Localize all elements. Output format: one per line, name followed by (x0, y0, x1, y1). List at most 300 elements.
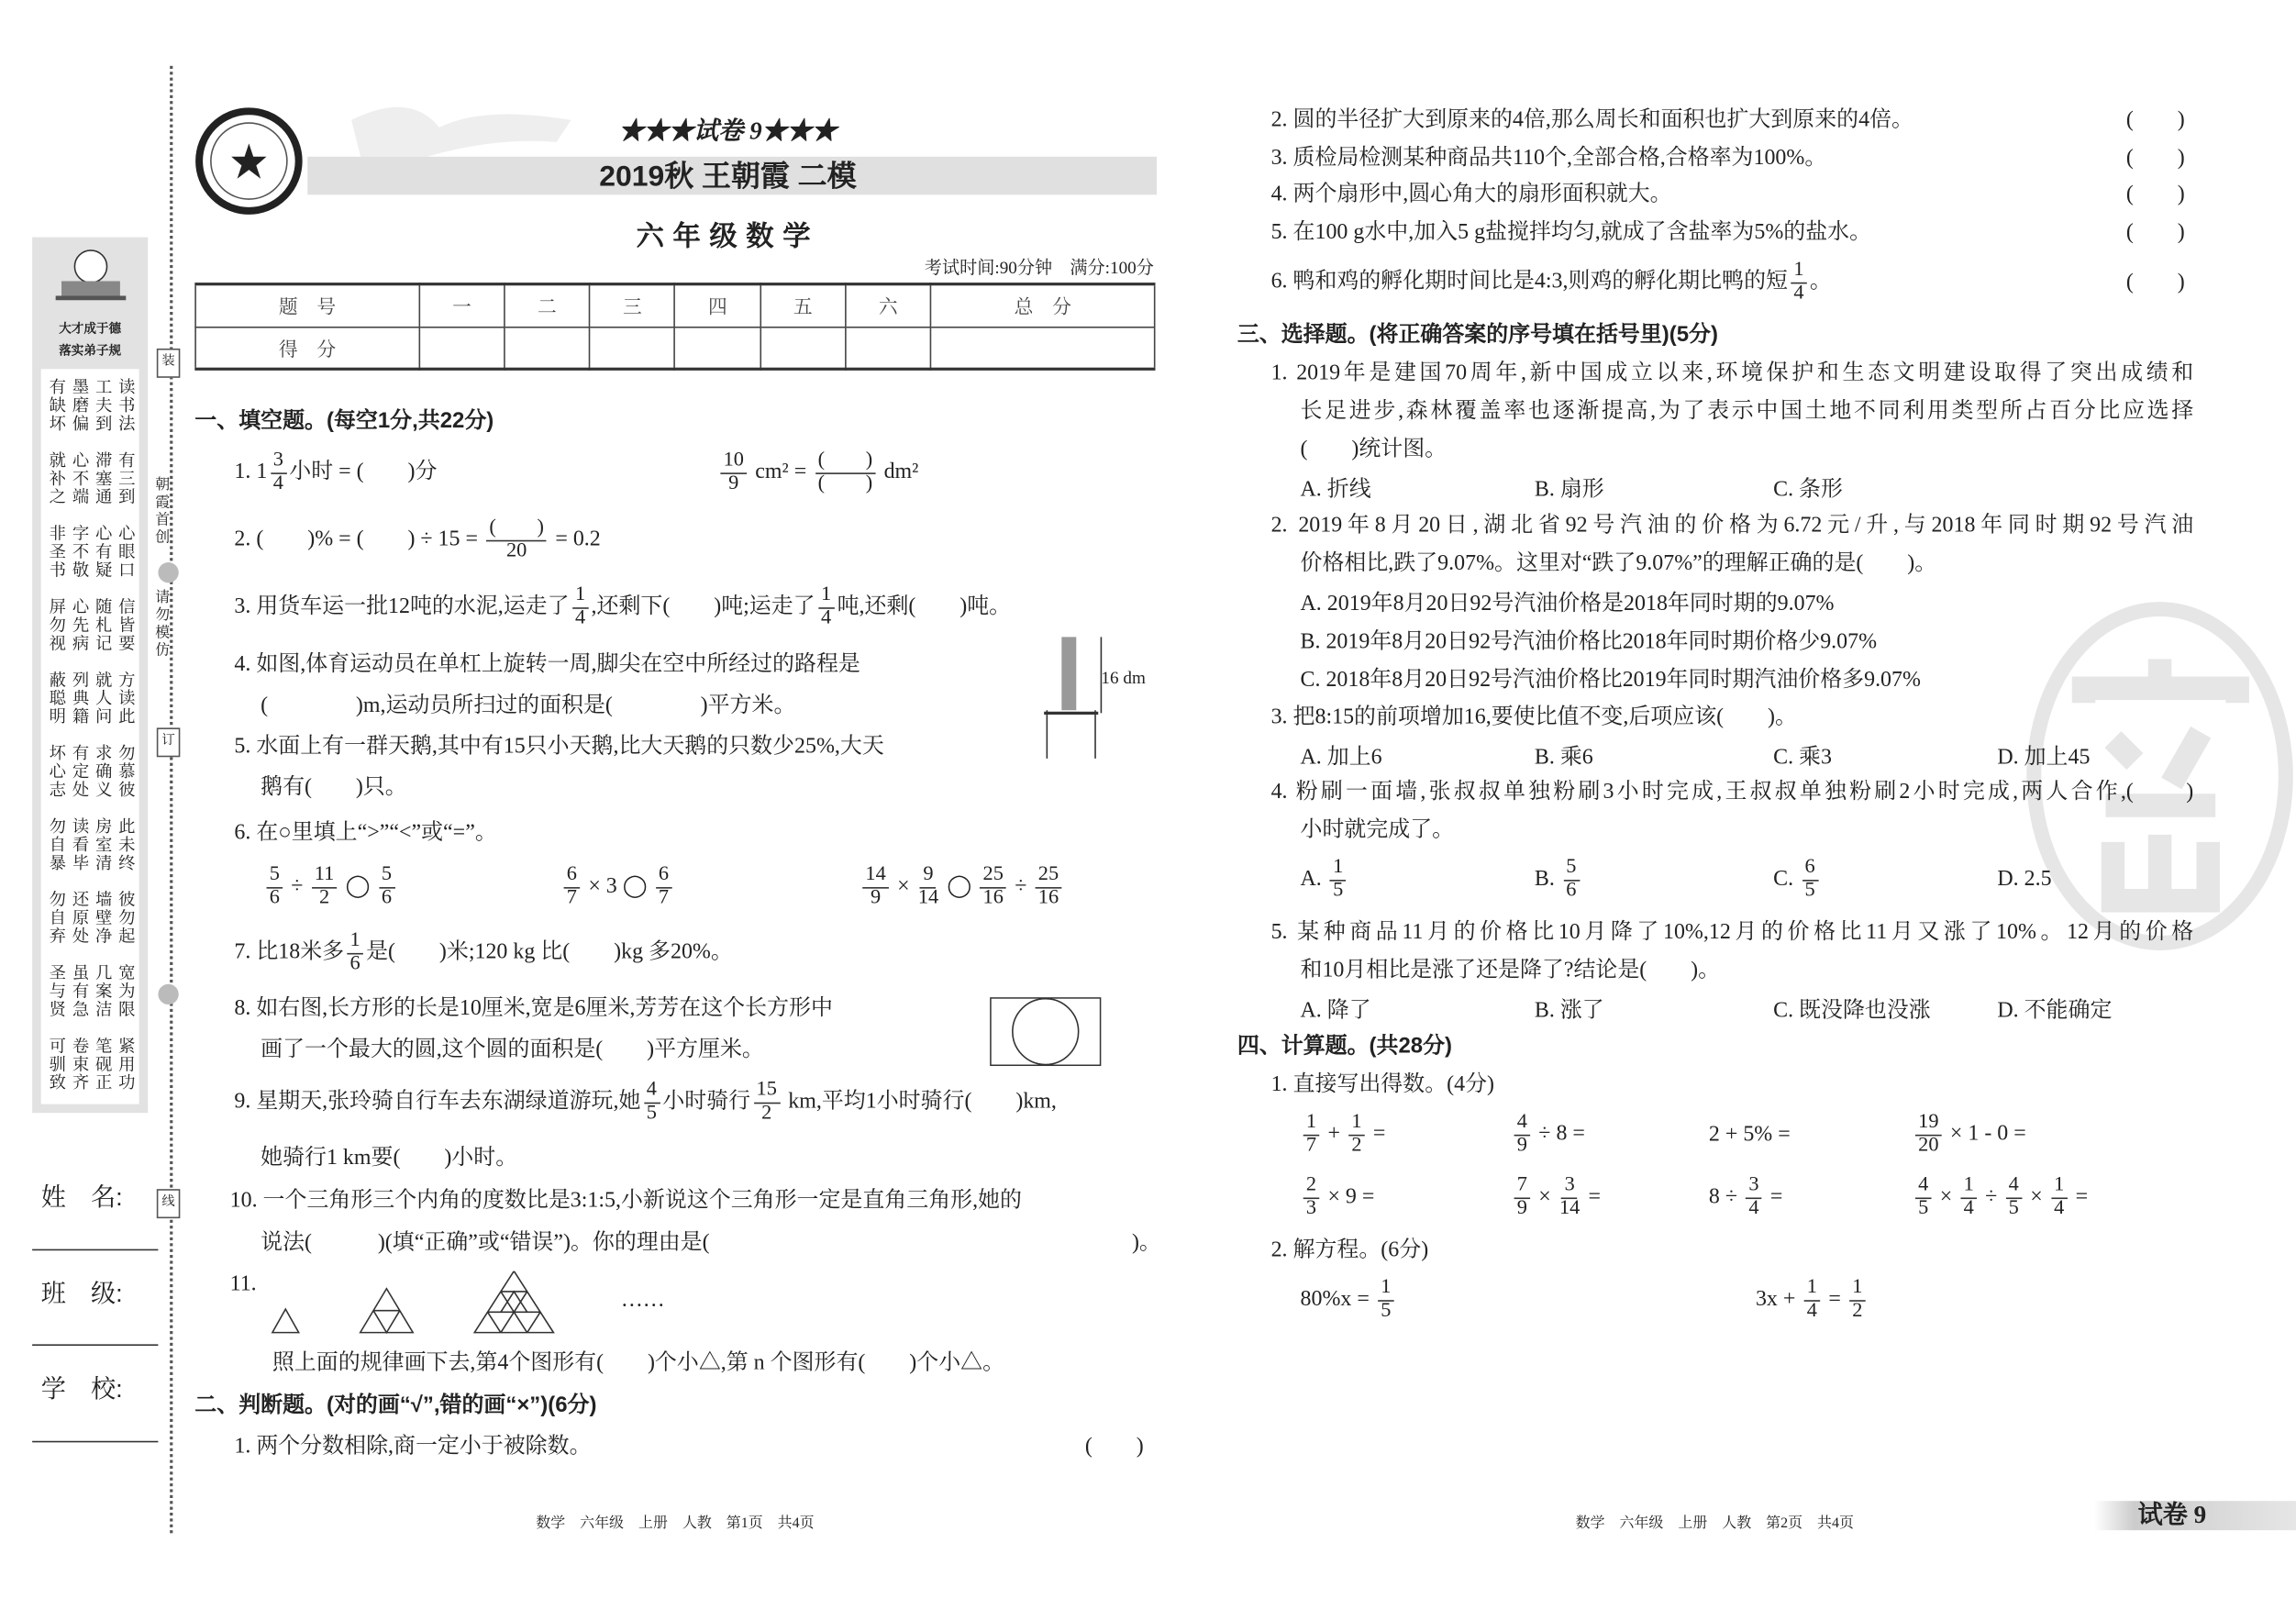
poem-column: 心不端 (70, 450, 88, 506)
numerator: ( ) (815, 450, 875, 473)
equation (1301, 1278, 1397, 1322)
text-run: = (1823, 1287, 1847, 1312)
numerator: 4 (644, 1081, 660, 1104)
denominator: 4 (2054, 1196, 2065, 1219)
text-run: km,平均1小时骑行( )km, (782, 1090, 1057, 1114)
fraction (1514, 1173, 1531, 1220)
fraction (486, 518, 547, 562)
numerator: 10 (720, 450, 747, 473)
denominator: 6 (349, 952, 360, 975)
denominator: 9 (871, 886, 882, 909)
motto-line: 大才成于德 (59, 320, 122, 336)
fraction (1514, 1113, 1531, 1157)
choice-5: 5. 某种商品11月的价格比10月降了10%,12月的价格比11月又涨了10%。12月的价格 (1270, 921, 2194, 945)
text-run: C. (1773, 867, 1800, 892)
binding-mark: 线 (157, 1189, 181, 1218)
school-field[interactable] (32, 1441, 158, 1443)
paper-badge: 试卷 9 (2137, 1500, 2207, 1529)
option-a[interactable]: A. 降了 (1300, 999, 1371, 1024)
calc-expression (1709, 1122, 1791, 1149)
name-field[interactable] (32, 1249, 158, 1251)
denominator: 6 (1566, 879, 1577, 902)
denominator: 5 (646, 1102, 657, 1125)
poem-stanza (41, 955, 139, 1028)
numerator: 5 (379, 865, 395, 888)
poem-column: 方读此 (116, 671, 135, 726)
text-run: = (1367, 1122, 1386, 1147)
poem-column: 读看毕 (70, 816, 88, 872)
numerator: 1 (1330, 858, 1347, 881)
score-header: 六 (846, 284, 931, 327)
binding-mark: 订 (157, 727, 181, 757)
triangle-pattern-figure (268, 1271, 560, 1337)
question-8: 8. 如右图,长方形的长是10厘米,宽是6厘米,芳芳在这个长方形中 (234, 997, 833, 1021)
poem-column: 笔砚正 (93, 1037, 112, 1093)
poem-column: 勿自暴 (47, 816, 65, 872)
answer-paren[interactable]: ( ) (2125, 146, 2185, 171)
answer-paren[interactable]: ( ) (2125, 221, 2185, 245)
numerator: 5 (267, 865, 283, 888)
fraction (2005, 1173, 2022, 1220)
text-run: 小时骑行 (662, 1090, 751, 1114)
question-9-cont: 她骑行1 km要( )小时。 (261, 1146, 518, 1171)
confidential-watermark (2025, 600, 2296, 951)
fraction (1746, 1173, 1762, 1220)
text-run: A. (1300, 867, 1327, 892)
text-run: × (2024, 1185, 2048, 1209)
choice-1: 1. 2019年是建国70周年,新中国成立以来,环境保护和生态文明建设取得了突出成绩和 (1270, 361, 2194, 385)
fraction (1330, 858, 1347, 902)
compare-expression (263, 865, 397, 909)
option-b[interactable]: B. 2019年8月20日92号汽油价格比2018年同时期价格少9.07% (1300, 630, 1878, 654)
text-run: × (1533, 1185, 1557, 1209)
class-label: 班 级: (40, 1280, 123, 1308)
paper-title: 2019秋 王朝霞 二模 (599, 161, 857, 194)
denominator: 7 (566, 886, 577, 909)
question-2 (234, 518, 600, 562)
binding-mark: 装 (157, 349, 181, 378)
option-d[interactable] (1997, 868, 2051, 893)
text-run: 2 + 5% = (1708, 1123, 1791, 1147)
fraction (1303, 1113, 1320, 1157)
fraction (720, 450, 747, 494)
text-run: B. (1534, 867, 1560, 892)
motto-line: 落实弟子规 (59, 342, 122, 358)
numerator: 1 (572, 585, 589, 608)
score-cell[interactable] (846, 327, 931, 369)
poem-column: 可驯致 (47, 1037, 65, 1093)
note-original: 朝霞首创 (155, 477, 171, 547)
denominator: 5 (2008, 1196, 2019, 1219)
text-run: 3. 用货车运一批12吨的水泥,运走了 (234, 594, 570, 619)
text-run: 1. 1 (234, 460, 268, 484)
poem-column: 紧用功 (116, 1037, 135, 1093)
calc-2-heading: 2. 解方程。(6分) (1270, 1238, 1429, 1263)
judge-6 (1271, 261, 1832, 305)
rectangle-circle-figure (990, 997, 1101, 1066)
text-run: 吨,还剩( )吨。 (837, 594, 1012, 619)
score-cell[interactable] (760, 327, 846, 369)
option-c[interactable]: C. 既没降也没涨 (1773, 999, 1931, 1024)
text-run: 9. 星期天,张玲骑自行车去东湖绿道游玩,她 (234, 1090, 641, 1114)
denominator: 14 (1559, 1196, 1581, 1219)
text-run: ◯ (941, 874, 978, 899)
question-1 (234, 450, 437, 494)
text-run: 2. ( )% = ( ) ÷ 15 = (234, 527, 484, 551)
poem-column: 随札记 (93, 597, 112, 653)
fraction (1559, 1173, 1581, 1220)
numerator: 4 (2005, 1176, 2022, 1199)
binding-dotted-line (170, 66, 172, 1533)
option-b[interactable] (1535, 858, 1582, 902)
text-run: ÷ 8 = (1533, 1122, 1585, 1147)
fraction (656, 865, 672, 909)
poem-column: 字不敬 (70, 524, 88, 580)
numerator: 14 (862, 865, 889, 888)
question-10: 10. 一个三角形三个内角的度数比是3:1:5,小新说这个三角形一定是直角三角形,她的 (229, 1189, 1022, 1213)
poem-stanza (41, 369, 139, 442)
choice-1-cont: 长足进步,森林覆盖率也逐渐提高,为了表示中国土地不同利用类型所占百分比应选择 (1300, 399, 2194, 424)
choice-5-cont: 和10月相比是涨了还是降了?结论是( )。 (1300, 959, 1721, 983)
fraction (347, 931, 363, 975)
numerator: 1 (818, 585, 835, 608)
page-footer: 数学 六年级 上册 人教 第1页 共4页 (536, 1515, 815, 1532)
text-run: 小时 = ( )分 (289, 460, 438, 484)
option-b[interactable]: B. 乘6 (1534, 746, 1593, 770)
poem-column: 列典籍 (70, 671, 88, 726)
poem-column: 宽为限 (116, 963, 135, 1019)
numerator: 1 (1303, 1113, 1320, 1136)
poem-stanza (41, 589, 139, 662)
question-6: 6. 在○里填上“>”“<”或“=”。 (234, 821, 497, 846)
poem-column: 勿慕彼 (116, 743, 135, 799)
choice-4: 4. 粉刷一面墙,张叔叔单独粉刷3小时完成,王叔叔单独粉刷2小时完成,两人合作,( ) (1270, 780, 2194, 805)
score-header: 一 (419, 284, 505, 327)
score-table (194, 283, 1155, 371)
numerator: 2 (1303, 1176, 1320, 1199)
text-run: 是( )米;120 kg 比( )kg 多20%。 (366, 940, 733, 965)
section-1-heading: 一、填空题。(每空1分,共22分) (194, 408, 494, 434)
numerator: 7 (1514, 1176, 1531, 1199)
denominator: 4 (1806, 1299, 1817, 1322)
text-run: 80%x = (1300, 1287, 1375, 1312)
option-c[interactable]: C. 2018年8月20日92号汽油价格比2019年同时期汽油价格多9.07% (1300, 668, 1921, 693)
poem-column: 就补之 (47, 450, 65, 506)
fraction (2051, 1173, 2068, 1220)
option-b[interactable]: B. 涨了 (1534, 999, 1604, 1024)
question-1-part-2 (717, 450, 918, 494)
numerator: 11 (312, 865, 338, 888)
denominator: 7 (1305, 1134, 1317, 1157)
poem-column: 还原处 (70, 890, 88, 946)
text-run: 。 (1809, 270, 1832, 294)
question-8-cont: 画了一个最大的圆,这个圆的面积是( )平方厘米。 (261, 1038, 764, 1062)
school-label: 学 校: (40, 1374, 123, 1404)
denominator: 6 (381, 886, 393, 909)
page-footer: 数学 六年级 上册 人教 第2页 共4页 (1575, 1515, 1854, 1532)
sidebar-motto-panel (32, 238, 148, 1114)
poem-column: 虽有急 (70, 963, 88, 1019)
fraction (312, 865, 338, 909)
subject-title: 六年级数学 (636, 222, 820, 253)
fraction (980, 865, 1006, 909)
numerator: 1 (1348, 1113, 1365, 1136)
numerator: 1 (1960, 1176, 1977, 1199)
denominator: 16 (982, 886, 1004, 909)
section-3-heading: 三、选择题。(将正确答案的序号填在括号里)(5分) (1237, 322, 1718, 348)
denominator: 2 (1852, 1299, 1863, 1322)
numerator: 25 (1036, 865, 1062, 888)
score-header: 四 (675, 284, 760, 327)
text-run: D. 2.5 (1997, 867, 2052, 892)
poem-column: 心眼口 (116, 524, 135, 580)
text-run: = 0.2 (549, 527, 601, 551)
score-header: 题 号 (195, 284, 419, 327)
fraction (1348, 1113, 1365, 1157)
option-d[interactable]: D. 不能确定 (1997, 999, 2113, 1024)
question-11: 11. (229, 1272, 257, 1296)
fraction (1915, 1113, 1942, 1157)
exam-info: 考试时间:90分钟 满分:100分 (924, 257, 1154, 278)
poem-column: 有定处 (70, 743, 88, 799)
question-5: 5. 水面上有一群天鹅,其中有15只小天鹅,比大天鹅的只数少25%,大天 (234, 735, 884, 759)
answer-paren[interactable]: ( ) (2125, 271, 2185, 294)
compare-expression (560, 865, 674, 909)
text-run: ÷ (1980, 1185, 2003, 1209)
answer-paren[interactable]: ( ) (1084, 1435, 1144, 1459)
denominator: 9 (1516, 1134, 1527, 1157)
poem-column: 卷束齐 (70, 1037, 88, 1093)
judge-3: 3. 质检局检测某种商品共110个,全部合格,合格率为100%。 (1270, 146, 1827, 171)
fraction (1563, 858, 1580, 902)
fraction (818, 585, 835, 629)
poem-column: 非圣书 (47, 524, 65, 580)
text-run: × 1 - 0 = (1944, 1122, 2026, 1147)
poem-column: 坏心志 (47, 743, 65, 799)
fraction (753, 1081, 780, 1125)
poem-column: 彼勿起 (116, 890, 135, 946)
poem-column: 墙壁净 (93, 890, 112, 946)
judge-2: 2. 圆的半径扩大到原来的4倍,那么周长和面积也扩大到原来的4倍。 (1270, 108, 1913, 132)
calc-expression (1301, 1113, 1386, 1157)
fraction (644, 1081, 660, 1125)
numerator: 5 (1563, 858, 1580, 881)
fraction (1378, 1278, 1394, 1322)
calc-expression (1913, 1113, 2026, 1157)
text-run: 6. 鸭和鸡的孵化期时间比是4:3,则鸡的孵化期比鸭的短 (1270, 270, 1788, 294)
question-10-cont: 说法( )(填“正确”或“错误”)。你的理由是( (261, 1231, 710, 1256)
numerator: 1 (1849, 1278, 1866, 1301)
score-row-label: 得 分 (195, 327, 419, 369)
choice-2: 2. 2019年8月20日,湖北省92号汽油的价格为6.72元/升,与2018年同时期92号汽油 (1270, 514, 2194, 538)
numerator: 6 (564, 865, 581, 888)
text-run: + (1322, 1122, 1346, 1147)
paper-series: ★★★试卷 9★★★ (618, 117, 837, 145)
denominator: 4 (272, 472, 283, 494)
denominator: 2 (1351, 1134, 1362, 1157)
numerator: 3 (1746, 1176, 1762, 1199)
denominator: ( ) (817, 472, 873, 494)
numerator: 6 (656, 865, 672, 888)
calc-expression (1913, 1173, 2089, 1220)
answer-paren[interactable]: ( ) (2125, 183, 2185, 207)
judge-1: 1. 两个分数相除,商一定小于被除数。 (234, 1435, 592, 1459)
denominator: 9 (1516, 1196, 1527, 1219)
fraction (1804, 1278, 1821, 1322)
denominator: 20 (1918, 1134, 1939, 1157)
question-4-cont: ( )m,运动员所扫过的面积是( )平方米。 (261, 694, 796, 718)
numerator: 3 (1561, 1176, 1578, 1199)
fraction (1303, 1173, 1320, 1220)
option-a[interactable]: A. 2019年8月20日92号汽油价格是2018年同时期的9.07% (1300, 592, 1835, 616)
numerator: 4 (1915, 1176, 1932, 1199)
smiley-icon (158, 562, 178, 583)
poem-column: 几案洁 (93, 963, 112, 1019)
text-run: ◯ (339, 874, 376, 899)
choice-1-cont: ( )统计图。 (1300, 438, 1447, 461)
name-label: 姓 名: (40, 1182, 123, 1212)
option-c[interactable]: C. 乘3 (1773, 746, 1832, 770)
poem-stanza (41, 735, 139, 808)
numerator: 1 (1378, 1278, 1394, 1301)
denominator: 16 (1037, 886, 1059, 909)
poem-column: 墨磨偏 (70, 377, 88, 433)
score-cell[interactable] (505, 327, 590, 369)
denominator: 5 (1381, 1299, 1392, 1322)
fraction (918, 865, 938, 909)
denominator: 4 (1748, 1196, 1759, 1219)
figure-label: 16 dm (1101, 667, 1146, 688)
fraction (572, 585, 589, 629)
section-4-heading: 四、计算题。(共28分) (1237, 1033, 1453, 1060)
fraction (862, 865, 889, 909)
poem-column: 圣与贤 (47, 963, 65, 1019)
answer-paren[interactable]: ( ) (2125, 108, 2185, 132)
score-cell[interactable] (931, 327, 1155, 369)
text-run: ,还剩下( )吨;运走了 (591, 594, 815, 619)
fraction (271, 450, 287, 494)
choice-2-cont: 价格相比,跌了9.07%。这里对“跌了9.07%”的理解正确的是( )。 (1300, 551, 1937, 576)
equation (1756, 1278, 1869, 1322)
section-2-heading: 二、判断题。(对的画“√”,错的画“×”)(6分) (194, 1393, 597, 1418)
poem-stanza (41, 516, 139, 589)
poem-stanza (41, 882, 139, 955)
score-cell[interactable] (675, 327, 760, 369)
poem-column: 求确义 (93, 743, 112, 799)
question-4: 4. 如图,体育运动员在单杠上旋转一周,脚尖在空中所经过的路程是 (234, 652, 860, 677)
option-a[interactable] (1301, 858, 1349, 902)
text-run: ÷ (285, 874, 309, 899)
option-c[interactable]: C. 条形 (1773, 478, 1843, 502)
fraction (1915, 1173, 1932, 1220)
denominator: 4 (1793, 282, 1804, 305)
dizigui-poem (41, 369, 139, 1104)
poem-column: 屏勿视 (47, 597, 65, 653)
denominator: 5 (1918, 1196, 1929, 1219)
ellipsis: …… (620, 1288, 665, 1313)
poem-column: 有三到 (116, 450, 135, 506)
poem-column: 蔽聪明 (47, 671, 65, 726)
fraction (379, 865, 395, 909)
fraction (1791, 261, 1807, 305)
fraction (1802, 858, 1818, 902)
text-run: × 9 = (1322, 1185, 1375, 1209)
numerator: 1 (1804, 1278, 1821, 1301)
option-a[interactable]: A. 加上6 (1300, 746, 1382, 770)
compare-expression (860, 865, 1064, 909)
denominator: 20 (505, 539, 527, 562)
numerator: 1 (1791, 261, 1807, 283)
poem-column: 滞塞通 (93, 450, 112, 506)
denominator: 4 (574, 606, 586, 629)
poem-column: 读书法 (116, 377, 135, 433)
judge-4: 4. 两个扇形中,圆心角大的扇形面积就大。 (1270, 183, 1672, 207)
calc-expression (1301, 1173, 1375, 1220)
numerator: 3 (271, 450, 287, 473)
question-3 (234, 585, 1011, 629)
numerator: ( ) (486, 518, 547, 541)
denominator: 2 (318, 886, 330, 909)
judge-5: 5. 在100 g水中,加入5 g盐搅拌均匀,就成了含盐率为5%的盐水。 (1270, 221, 1872, 245)
score-header: 二 (505, 284, 590, 327)
poem-column: 有缺坏 (47, 377, 65, 433)
text-run: = (1582, 1185, 1602, 1209)
option-c[interactable] (1773, 858, 1821, 902)
option-a[interactable]: A. 折线 (1300, 478, 1371, 502)
denominator: 14 (917, 886, 939, 909)
denominator: 2 (761, 1102, 772, 1125)
poem-column: 信皆要 (116, 597, 135, 653)
score-header: 总 分 (931, 284, 1155, 327)
text-run: dm² (878, 460, 919, 484)
student-reading-illustration (52, 246, 128, 310)
option-d[interactable]: D. 加上45 (1997, 746, 2091, 770)
choice-3: 3. 把8:15的前项增加16,要使比值不变,后项应该( )。 (1270, 705, 1797, 729)
option-b[interactable]: B. 扇形 (1534, 478, 1604, 502)
fraction (267, 865, 283, 909)
text-run: ÷ (1009, 874, 1033, 899)
text-run: = (2069, 1185, 2089, 1209)
text-run: × (1934, 1185, 1958, 1209)
text-run: × (892, 874, 915, 899)
fraction (1849, 1278, 1866, 1322)
poem-stanza (41, 808, 139, 882)
score-cell[interactable] (419, 327, 505, 369)
fraction (1960, 1173, 1977, 1220)
calc-1-heading: 1. 直接写出得数。(4分) (1270, 1073, 1495, 1097)
numerator: 15 (753, 1081, 780, 1104)
denominator: 7 (658, 886, 670, 909)
text-run: 8 ÷ (1708, 1185, 1743, 1209)
poem-column: 此未终 (116, 816, 135, 872)
fraction (815, 450, 875, 494)
class-field[interactable] (32, 1344, 158, 1346)
score-cell[interactable] (590, 327, 675, 369)
numerator: 1 (347, 931, 363, 954)
question-5-cont: 鹅有( )只。 (261, 776, 407, 800)
text-run: 7. 比18米多 (234, 940, 345, 965)
text-run: × 3 ◯ (582, 874, 653, 899)
poem-stanza (41, 662, 139, 736)
score-header: 五 (760, 284, 846, 327)
poem-column: 房室清 (93, 816, 112, 872)
denominator: 6 (269, 886, 280, 909)
poem-column: 就人问 (93, 671, 112, 726)
question-10-close: )。 (1131, 1231, 1161, 1256)
poem-column: 心有疑 (93, 524, 112, 580)
poem-stanza (41, 442, 139, 516)
numerator: 9 (920, 865, 937, 888)
